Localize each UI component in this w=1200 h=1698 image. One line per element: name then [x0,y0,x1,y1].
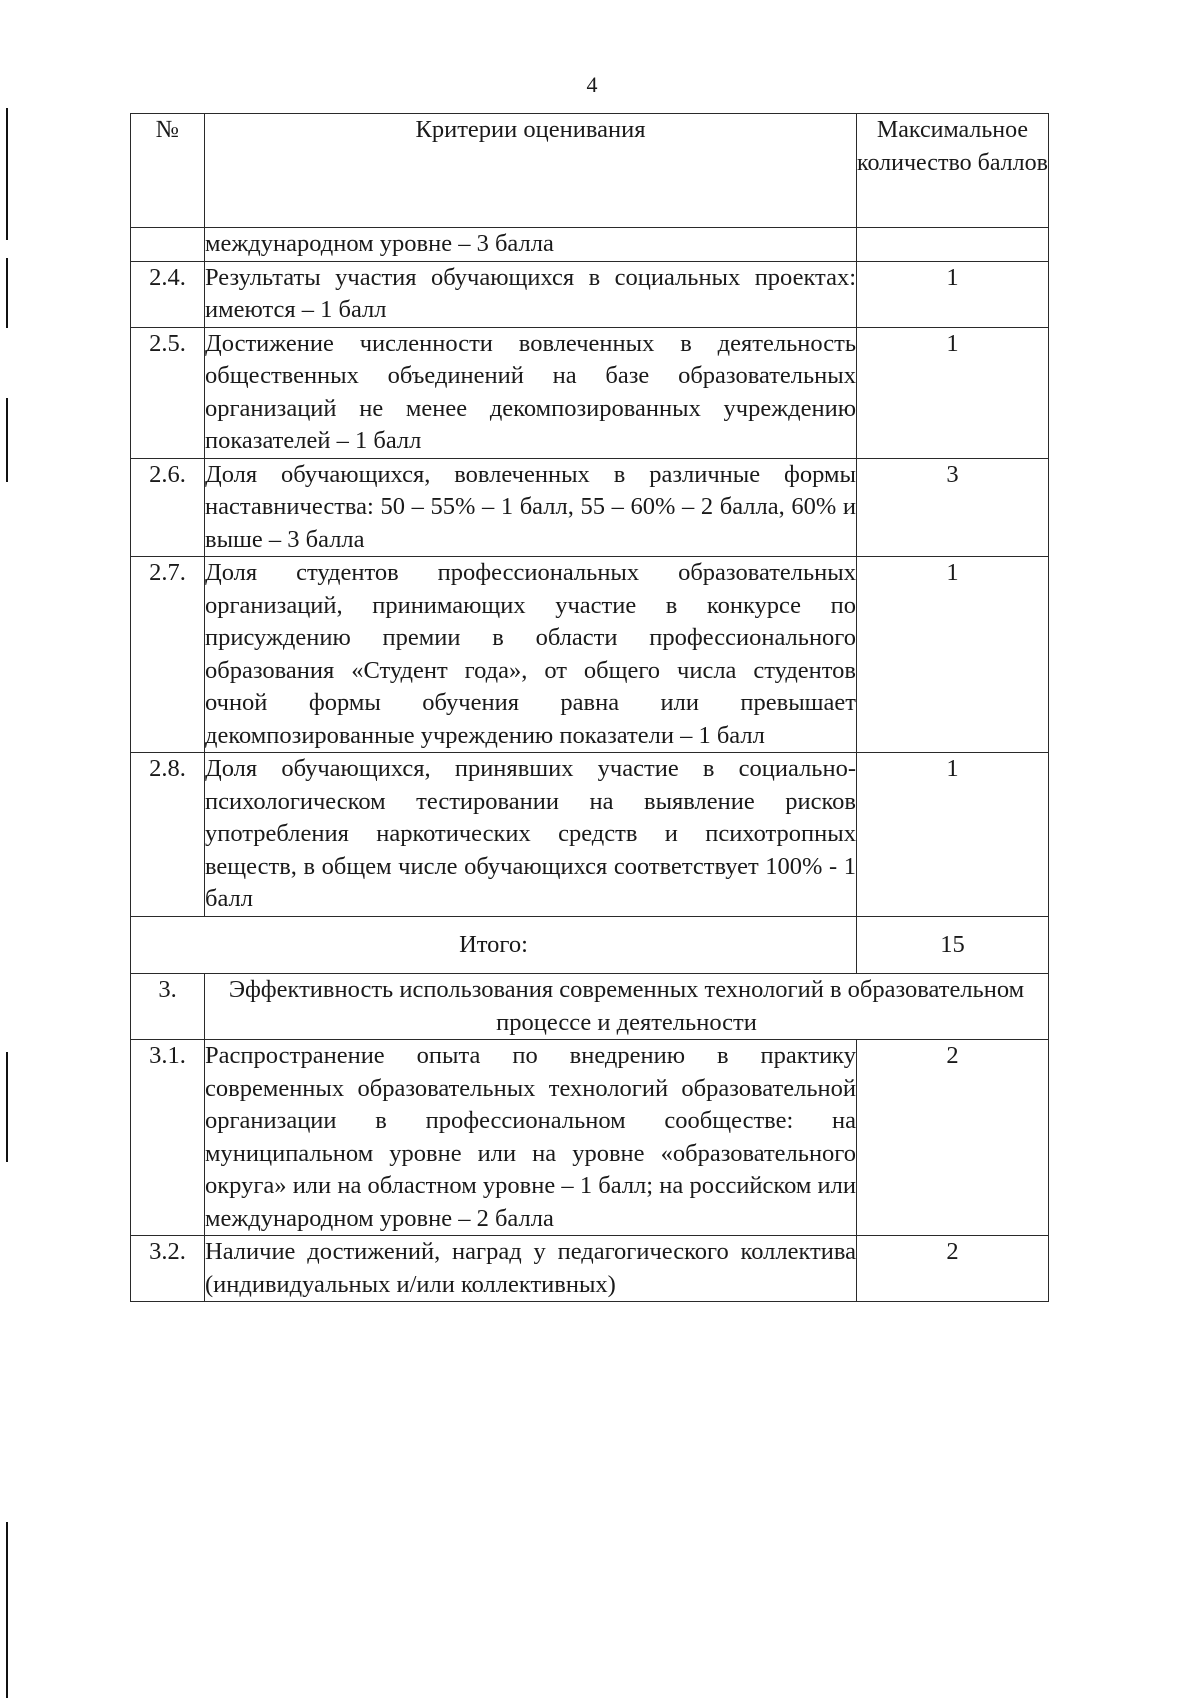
row-num: 2.6. [131,458,205,557]
scan-mark [6,258,8,328]
scan-mark [6,1052,8,1162]
table-row [131,753,1049,917]
row-num: 3.2. [131,1236,205,1302]
row-max: 1 [857,327,1049,458]
page-number: 4 [586,72,598,97]
table-row [131,327,1049,458]
row-text: Наличие достижений, наград у педагогического коллектива (индивидуальных и/или коллективных) [205,1236,857,1302]
row-num: 2.5. [131,327,205,458]
row-text: Доля обучающихся, вовлеченных в различные формы наставничества: 50 – 55% – 1 балл, 55 – 60% – 2 балла, 60% и выше – 3 балла [205,458,857,557]
total-label: Итого: [131,916,857,974]
row-text: Достижение численности вовлеченных в деятельность общественных объединений на базе образовательных организаций не менее декомпозированных учреждению показателей – 1 балл [205,327,857,458]
row-num: 3.1. [131,1040,205,1236]
row-max [857,228,1049,262]
total-value: 15 [857,916,1049,974]
header-criteria: Критерии оценивания [205,114,857,228]
row-num: 2.8. [131,753,205,917]
table-row [131,458,1049,557]
criteria-table [130,113,1049,1302]
table-row [131,228,1049,262]
scan-mark [6,398,8,482]
row-num: 2.7. [131,557,205,753]
scan-mark [6,1522,8,1698]
row-max: 3 [857,458,1049,557]
row-text: Распространение опыта по внедрению в практику современных образовательных технологий образовательной организации в профессиональном сообществе: на муниципальном уровне или на уровне «образовательного округа» или на областном уровне – 1 балл; на российском или международном уровне – 2 балла [205,1040,857,1236]
row-max: 1 [857,557,1049,753]
scan-mark [6,108,8,240]
row-text: Доля обучающихся, принявших участие в социально-психологическом тестировании на выявление рисков употребления наркотических средств и психотропных веществ, в общем числе обучающихся соответствует 100% - 1 балл [205,753,857,917]
table-header-row [131,114,1049,228]
row-max: 1 [857,261,1049,327]
header-max-points: Максимальное количество баллов [857,114,1049,228]
row-text: международном уровне – 3 балла [205,228,857,262]
row-num [131,228,205,262]
total-row [131,916,1049,974]
table-row [131,557,1049,753]
section-title: Эффективность использования современных технологий в образовательном процессе и деятельности [205,974,1049,1040]
table-row [131,261,1049,327]
table-row [131,1236,1049,1302]
row-max: 2 [857,1040,1049,1236]
header-num: № [131,114,205,228]
table-row [131,1040,1049,1236]
section-num: 3. [131,974,205,1040]
row-num: 2.4. [131,261,205,327]
row-max: 1 [857,753,1049,917]
row-max: 2 [857,1236,1049,1302]
row-text: Доля студентов профессиональных образовательных организаций, принимающих участие в конкурсе по присуждению премии в области профессионального образования «Студент года», от общего числа студентов очной формы обучения равна или превышает декомпозированные учреждению показатели – 1 балл [205,557,857,753]
row-text: Результаты участия обучающихся в социальных проектах: имеются – 1 балл [205,261,857,327]
section-row [131,974,1049,1040]
